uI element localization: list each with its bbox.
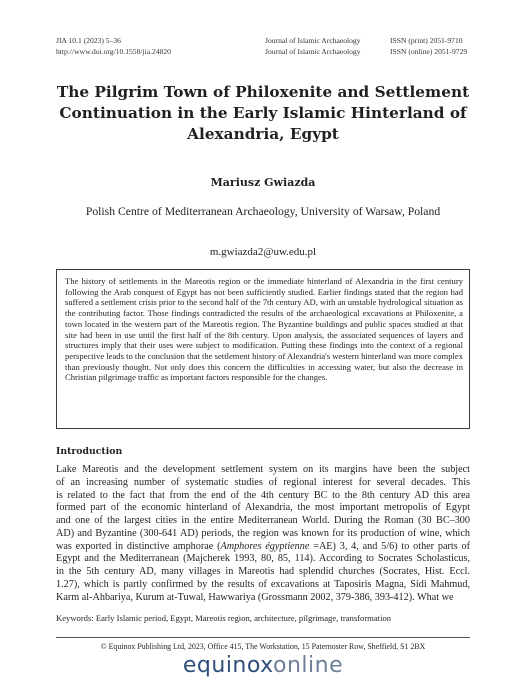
footer-rule: [56, 637, 470, 638]
title-line: Alexandria, Egypt: [187, 125, 339, 143]
article-title: [40, 82, 486, 145]
abstract-text: The history of settlements in the Mareotis region or the immediate hinterland of Alexandria in the first century following the Arab conquest of Egypt has not been sufficiently studied. Earlier findings stated that the region had suffered a settlement crisis prior to the second half of the 7th century AD, with an unstable hydrological situation as the contributing factor. Those findings contradicted the results of the archaeological excavations at Philoxenite, a town located in the western part of the Mareotis region. The Byzantine buildings and public spaces studied at that site had been in use until the first half of the 8th century. Upon analysis, the associated sequences of layers and structures imply that their uses were subject to modification. Putting these findings into the context of a regional perspective leads to the conclusion that the settlement history of Alexandria's western hinterland was more complex than previously thought. Not only does this concern the difficulties in accessing water, but also the decrease in Christian pilgrimage traffic as important factors responsible for the changes.: [65, 276, 463, 383]
italic-term: Amphores égyptienne: [220, 540, 310, 552]
journal-reference: JIA 10.1 (2023) 5–36: [56, 36, 121, 45]
body-line: of an increasing number of systematic studies of regional interest for several decades. This: [56, 476, 470, 488]
issn-print: ISSN (print) 2051-9710: [390, 36, 463, 45]
copyright-footer: © Equinox Publishing Ltd, 2023, Office 415, The Workstation, 15 Paternoster Row, Sheffield, S1 2BX: [100, 642, 426, 651]
body-line: 1.27), which is partly confirmed by the results of excavations at Taposiris Magna, Sidi Mahmud,: [56, 578, 470, 590]
keywords: Keywords: Early Islamic period, Egypt, Mareotis region, architecture, pilgrimage, transformation: [56, 613, 392, 623]
body-line: Egypt and the Mediterranean (Majcherek 1993, 80, 85, 114). According to Socrates Scholasticus,: [56, 553, 470, 565]
body-line: Karm al-Ahbariya, Kurum at-Tuwal, Hawwariya (Grossmann 2002, 379-386, 393-412). What we: [56, 591, 454, 603]
issn-online: ISSN (online) 2051-9729: [390, 46, 468, 56]
body-line: and one of the largest cities in the entire Mediterranean World. During the Roman (30 BC–300: [56, 515, 470, 526]
doi-link[interactable]: http://www.doi.org/10.1558/jia.24820: [56, 46, 171, 56]
author-affiliation: Polish Centre of Mediterranean Archaeology, University of Warsaw, Poland: [85, 205, 441, 218]
running-header-middle: [265, 36, 361, 57]
running-header-left: [56, 36, 171, 57]
body-line: AD) and Byzantine (300-641 AD) periods, the region was known for its production of wine, which: [56, 527, 470, 539]
running-header-right: [390, 36, 467, 57]
title-line: Continuation in the Early Islamic Hinterland of: [59, 104, 467, 122]
body-line: [56, 541, 470, 554]
body-line: Lake Mareotis and the development settlement system on its margins have been the subject: [56, 464, 470, 475]
publisher-logo[interactable]: [0, 654, 526, 678]
author-email[interactable]: m.gwiazda2@uw.edu.pl: [209, 246, 317, 258]
introduction-body: [56, 464, 470, 604]
section-heading-introduction: Introduction: [56, 446, 123, 457]
body-text-segment: was exported in distinctive amphorae (: [56, 540, 221, 552]
body-text-segment: =AE) 3, 4, and 5/6) to other parts of: [309, 540, 470, 552]
logo-text-equinox: equinox: [182, 653, 273, 678]
journal-name: Journal of Islamic Archaeology: [265, 36, 361, 45]
title-line: The Pilgrim Town of Philoxenite and Settlement: [56, 83, 470, 101]
author-name: Mariusz Gwiazda: [210, 176, 316, 189]
journal-name: Journal of Islamic Archaeology: [265, 46, 361, 56]
logo-text-online: online: [273, 653, 344, 678]
body-line: is related to the fact that from the end of the 4th century BC to the 8th century AD this area: [56, 489, 470, 501]
body-line: formed part of the economic hinterland of Alexandria, the most important metropolis of Egypt: [56, 502, 470, 514]
abstract-box: [56, 269, 470, 429]
body-line: in the 5th century AD, many villages in Mareotis had splendid churches (Socrates, Hist. Eccl.: [56, 566, 470, 577]
